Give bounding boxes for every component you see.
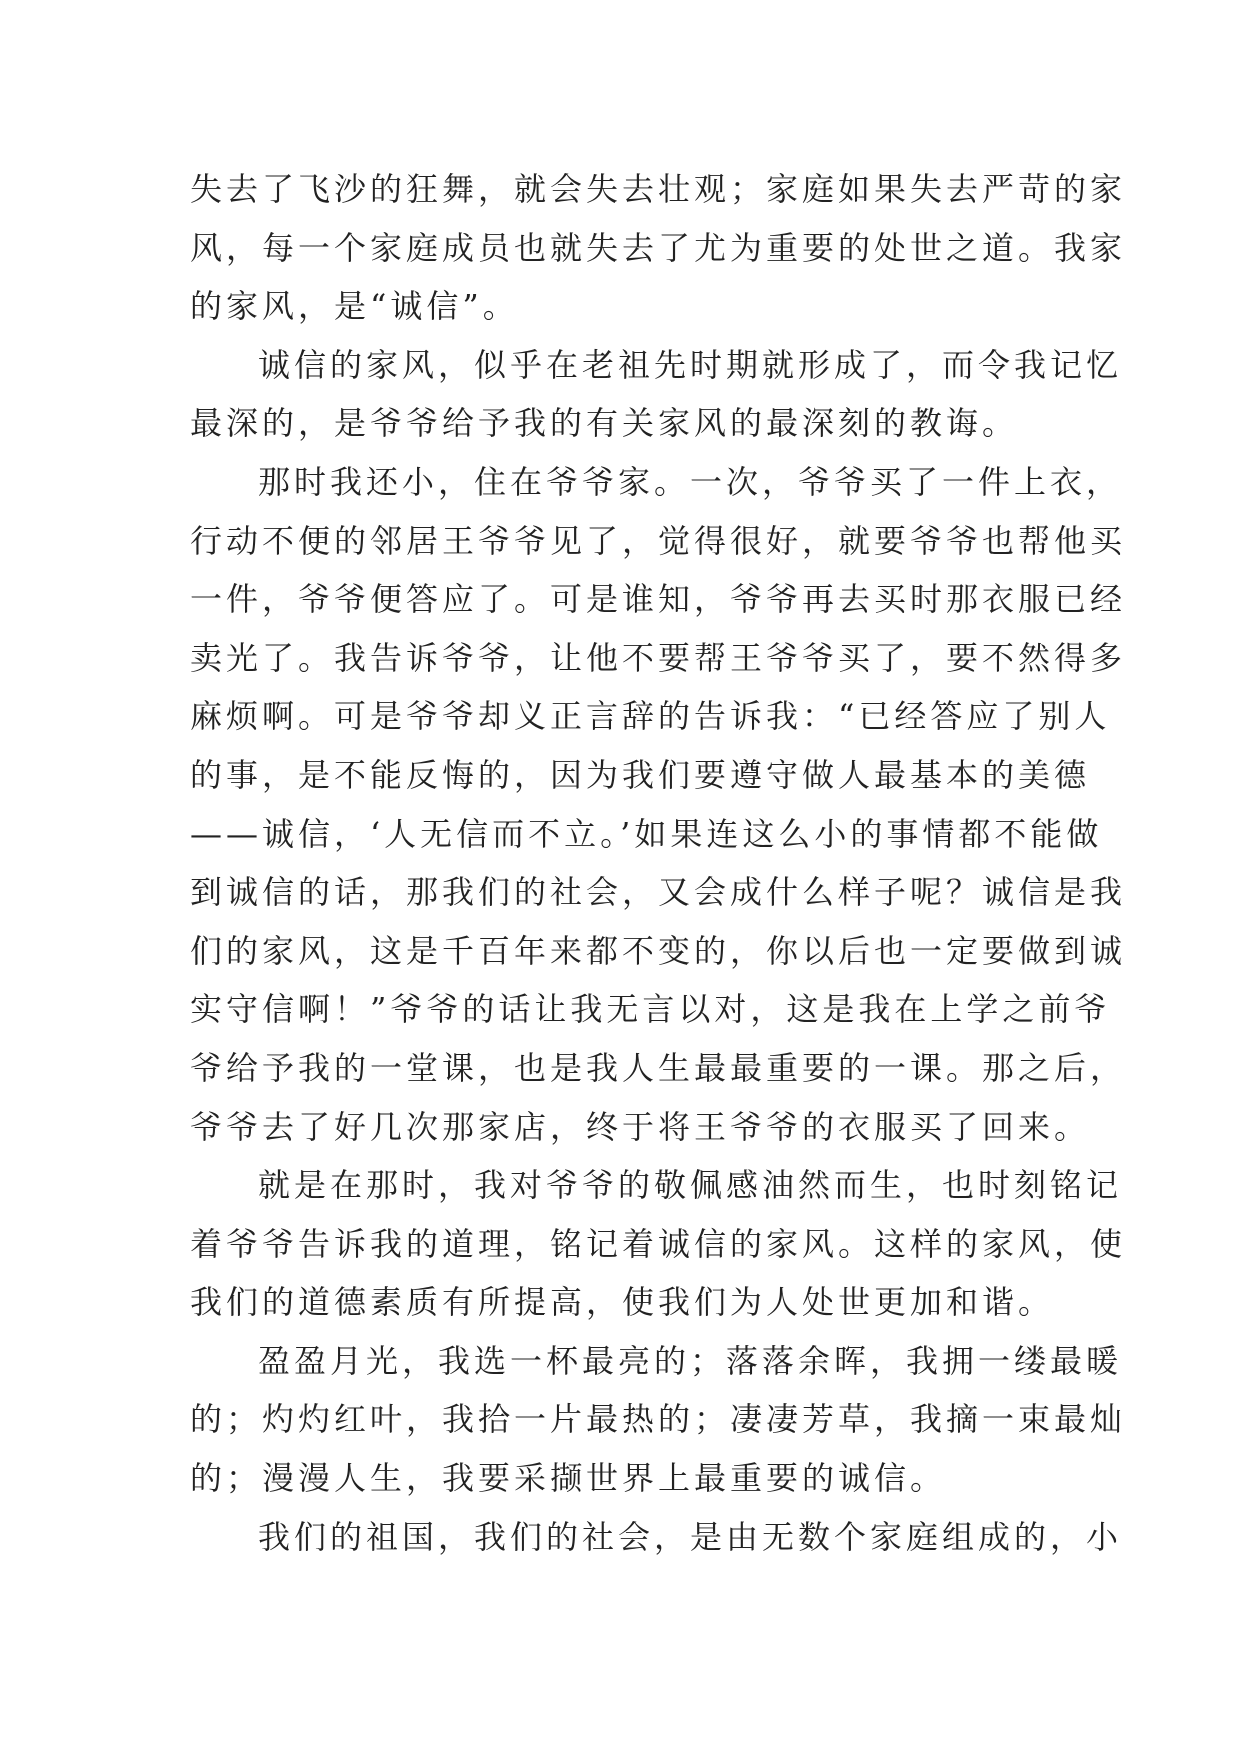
- paragraph: [190, 1332, 1127, 1508]
- text-line: ——诚信，‘人无信而不立。’如果连这么小的事情都不能做: [190, 814, 1103, 853]
- paragraph: [190, 1156, 1127, 1332]
- paragraph: [190, 453, 1127, 1156]
- text-line: 盈盈月光，我选一杯最亮的；落落余晖，我拥一缕最暖: [258, 1341, 1123, 1380]
- paragraph: [190, 160, 1127, 336]
- text-line: 风，每一个家庭成员也就失去了尤为重要的处世之道。我家: [190, 228, 1127, 267]
- text-line: 爷爷去了好几次那家店，终于将王爷爷的衣服买了回来。: [190, 1107, 1091, 1146]
- text-line: 着爷爷告诉我的道理，铭记着诚信的家风。这样的家风，使: [190, 1224, 1127, 1263]
- text-line: 一件，爷爷便答应了。可是谁知，爷爷再去买时那衣服已经: [190, 580, 1127, 619]
- text-line: 麻烦啊。可是爷爷却义正言辞的告诉我：“已经答应了别人: [190, 697, 1111, 736]
- text-line: 那时我还小，住在爷爷家。一次，爷爷买了一件上衣，: [258, 462, 1123, 501]
- text-line: 我们的祖国，我们的社会，是由无数个家庭组成的，小: [258, 1517, 1123, 1556]
- text-line: 爷给予我的一堂课，也是我人生最最重要的一课。那之后，: [190, 1048, 1127, 1087]
- text-line: 的事，是不能反悔的，因为我们要遵守做人最基本的美德: [190, 755, 1091, 794]
- text-line: 的；灼灼红叶，我拾一片最热的；凄凄芳草，我摘一束最灿: [190, 1400, 1127, 1439]
- text-line: 们的家风，这是千百年来都不变的，你以后也一定要做到诚: [190, 931, 1127, 970]
- text-line: 实守信啊！”爷爷的话让我无言以对，这是我在上学之前爷: [190, 990, 1111, 1029]
- text-line: 到诚信的话，那我们的社会，又会成什么样子呢？诚信是我: [190, 873, 1127, 912]
- paragraph: [190, 336, 1123, 453]
- text-line: 卖光了。我告诉爷爷，让他不要帮王爷爷买了，要不然得多: [190, 638, 1127, 677]
- text-line: 最深的，是爷爷给予我的有关家风的最深刻的教诲。: [190, 404, 1019, 443]
- text-line: 失去了飞沙的狂舞，就会失去壮观；家庭如果失去严苛的家: [190, 170, 1127, 208]
- text-line: 的家风，是“诚信”。: [190, 287, 519, 326]
- text-line: 我们的道德素质有所提高，使我们为人处世更加和谐。: [190, 1283, 1055, 1322]
- text-line: 的；漫漫人生，我要采撷世界上最重要的诚信。: [190, 1459, 947, 1498]
- document-body: [190, 160, 1127, 1566]
- text-line: 就是在那时，我对爷爷的敬佩感油然而生，也时刻铭记: [258, 1166, 1123, 1205]
- paragraph: [190, 1508, 1123, 1567]
- text-line: 行动不便的邻居王爷爷见了，觉得很好，就要爷爷也帮他买: [190, 521, 1127, 560]
- text-line: 诚信的家风，似乎在老祖先时期就形成了，而令我记忆: [258, 345, 1123, 384]
